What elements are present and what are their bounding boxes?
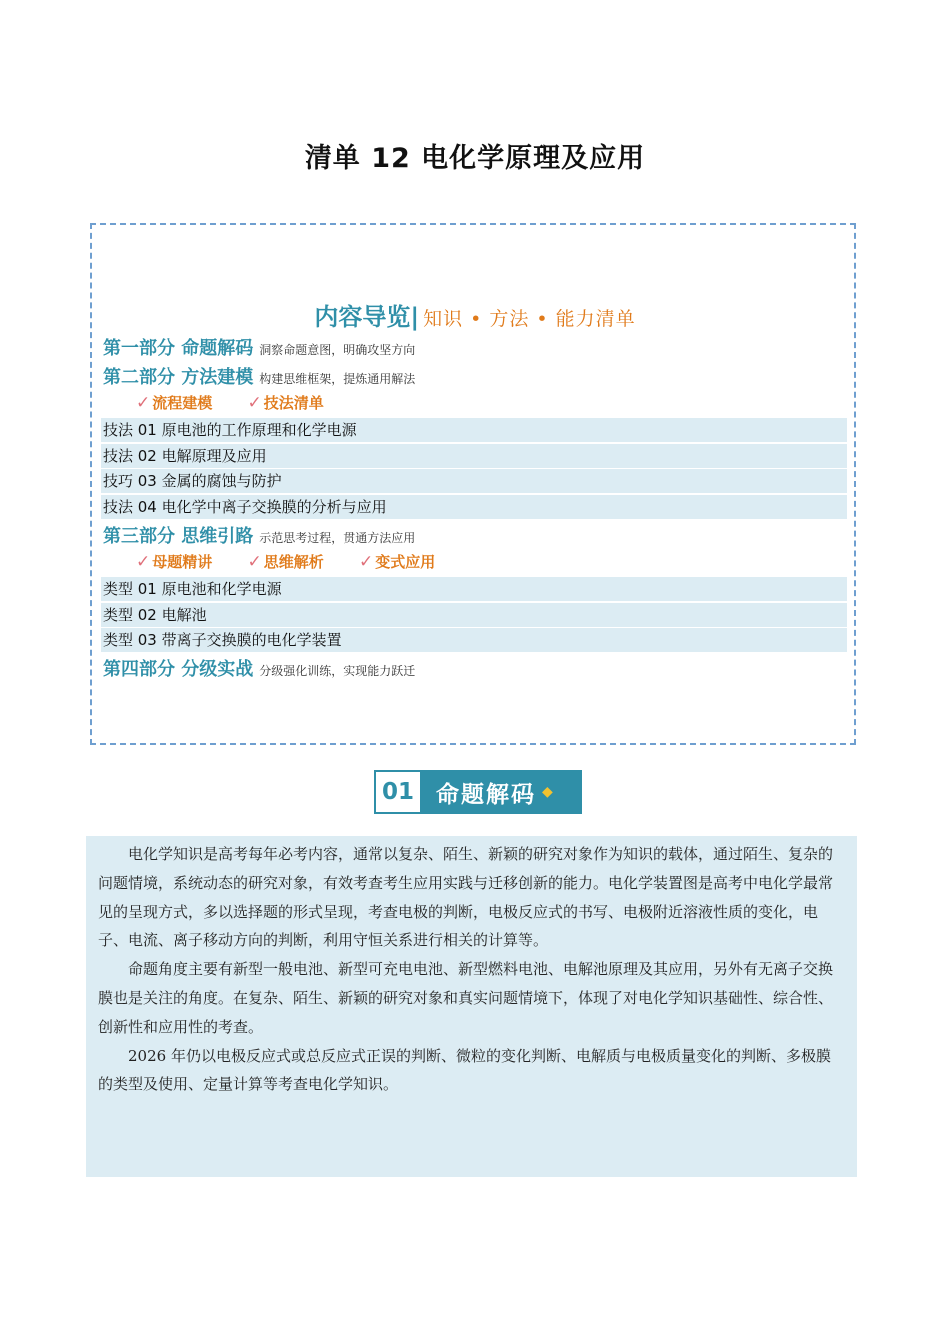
list-item: 技巧 03 金属的腐蚀与防护: [101, 469, 847, 493]
check-icon: ✓: [247, 552, 262, 572]
part-2-line: [103, 363, 415, 389]
part-4-line: [103, 655, 415, 681]
list-item: 技法 02 电解原理及应用: [101, 444, 847, 468]
part-3-name: 第三部分 思维引路: [103, 526, 254, 547]
overview-heading: [92, 297, 858, 332]
overview-heading-bar: |: [410, 303, 420, 331]
part-2-name: 第二部分 方法建模: [103, 367, 254, 388]
tag-thinking-analysis: ✓ 思维解析: [247, 552, 324, 572]
page-title: 清单 12 电化学原理及应用: [304, 143, 646, 174]
overview-heading-sub: 知识 • 方法 • 能力清单: [423, 308, 636, 330]
section-label: 命题解码 ◆: [422, 770, 582, 814]
tag-variant-application: ✓ 变式应用: [359, 552, 436, 572]
list-item: 类型 03 带离子交换膜的电化学装置: [101, 628, 847, 652]
list-item: 技法 04 电化学中离子交换膜的分析与应用: [101, 495, 847, 519]
section-badge: [374, 770, 582, 814]
tag-process-modeling: ✓ 流程建模: [136, 393, 213, 413]
part-4-name: 第四部分 分级实战: [103, 659, 254, 680]
part-3-line: [103, 522, 415, 548]
list-item: 类型 02 电解池: [101, 603, 847, 627]
tag-mother-problem: ✓ 母题精讲: [136, 552, 213, 572]
part-1-desc: 洞察命题意图，明确攻坚方向: [259, 343, 416, 357]
intro-paragraph: 电化学知识是高考每年必考内容，通常以复杂、陌生、新颖的研究对象作为知识的载体，通过陌生、复杂的问题情境，系统动态的研究对象，有效考查考生应用实践与迁移创新的能力。电化学装置图是高考中电化学最常见的呈现方式，多以选择题的形式呈现，考查电极的判断，电极反应式的书写、电极附近溶液性质的变化，电子、电流、离子移动方向的判断，利用守恒关系进行相关的计算等。: [98, 845, 834, 950]
part-3-tags: [136, 551, 465, 572]
part-3-desc: 示范思考过程，贯通方法应用: [259, 531, 416, 545]
intro-paragraph: 命题角度主要有新型一般电池、新型可充电电池、新型燃料电池、电解池原理及其应用，另外有无离子交换膜也是关注的角度。在复杂、陌生、新颖的研究对象和真实问题情境下，体现了对电化学知识基础性、综合性、创新性和应用性的考查。: [98, 960, 834, 1036]
diamond-icon: ◆: [542, 784, 555, 800]
overview-heading-main: 内容导览: [314, 303, 411, 331]
intro-panel: [86, 836, 857, 1177]
check-icon: ✓: [136, 393, 151, 413]
section-number: 01: [374, 770, 422, 814]
part-2-tags: [136, 392, 354, 413]
part-4-desc: 分级强化训练，实现能力跃迁: [259, 664, 416, 678]
part-3-list: [101, 577, 847, 654]
list-item: 类型 01 原电池和化学电源: [101, 577, 847, 601]
part-1-line: [103, 334, 415, 360]
check-icon: ✓: [359, 552, 374, 572]
list-item: 技法 01 原电池的工作原理和化学电源: [101, 418, 847, 442]
part-1-name: 第一部分 命题解码: [103, 338, 254, 359]
content-overview-box: [90, 223, 856, 745]
part-2-desc: 构建思维框架，提炼通用解法: [259, 372, 416, 386]
check-icon: ✓: [247, 393, 262, 413]
tag-technique-list: ✓ 技法清单: [247, 393, 324, 413]
intro-paragraph: 2026 年仍以电极反应式或总反应式正误的判断、微粒的变化判断、电解质与电极质量变化的判断、多极膜的类型及使用、定量计算等考查电化学知识。: [98, 1046, 831, 1094]
check-icon: ✓: [136, 552, 151, 572]
part-2-list: [101, 418, 847, 520]
